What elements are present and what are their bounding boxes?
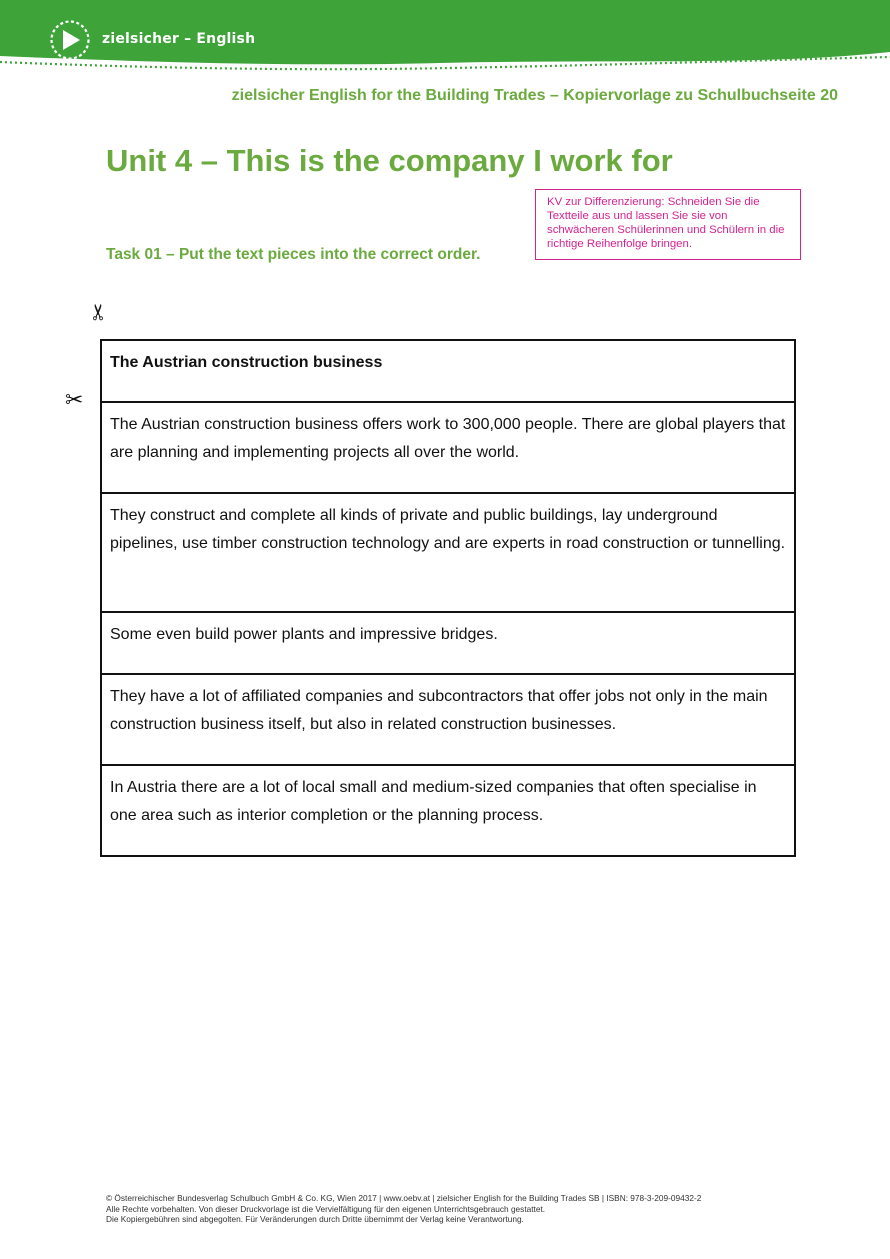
text-piece: Some even build power plants and impressive bridges.	[102, 611, 794, 673]
scissors-icon: ✂	[65, 387, 84, 412]
text-piece: The Austrian construction business offers work to 300,000 people. There are global players that are planning and implementing projects all over the world.	[102, 401, 794, 492]
brand-name: zielsicher – English	[102, 31, 256, 47]
text-piece: They construct and complete all kinds of private and public buildings, lay underground pipelines, use timber construction technology and are experts in road construction or tunnelling.	[102, 492, 794, 611]
scissors-icon: ✂	[86, 302, 112, 322]
header-line: zielsicher English for the Building Trades – Kopiervorlage zu Schulbuchseite 20	[231, 87, 838, 104]
page-title: Unit 4 – This is the company I work for	[106, 143, 673, 178]
footer-line: Alle Rechte vorbehalten. Von dieser Druckvorlage ist die Vervielfältigung für den eigenen Unterrichtsgebrauch gestattet.	[106, 1203, 546, 1214]
footer	[106, 1193, 701, 1225]
text-piece: They have a lot of affiliated companies and subcontractors that offer jobs not only in the main construction business itself, but also in related construction businesses.	[102, 673, 794, 764]
footer-line: Die Kopiergebühren sind abgegolten. Für Veränderungen durch Dritte übernimmt der Verlag keine Verantwortung.	[106, 1214, 524, 1224]
task-instruction: Task 01 – Put the text pieces into the correct order.	[106, 246, 481, 263]
footer-line: © Österreichischer Bundesverlag Schulbuch GmbH & Co. KG, Wien 2017 | www.oebv.at | zielsicher English for the Building Trades SB | ISBN: 978-3-209-09432-2	[106, 1193, 702, 1203]
text-pieces-box	[100, 339, 796, 857]
teacher-note: KV zur Differenzierung: Schneiden Sie die Textteile aus und lassen Sie sie von schwächeren Schülerinnen und Schülern in die richtige Reihenfolge bringen.	[535, 189, 801, 260]
text-piece: In Austria there are a lot of local small and medium-sized companies that often specialise in one area such as interior completion or the planning process.	[102, 764, 794, 855]
text-piece-heading: The Austrian construction business	[110, 354, 383, 371]
